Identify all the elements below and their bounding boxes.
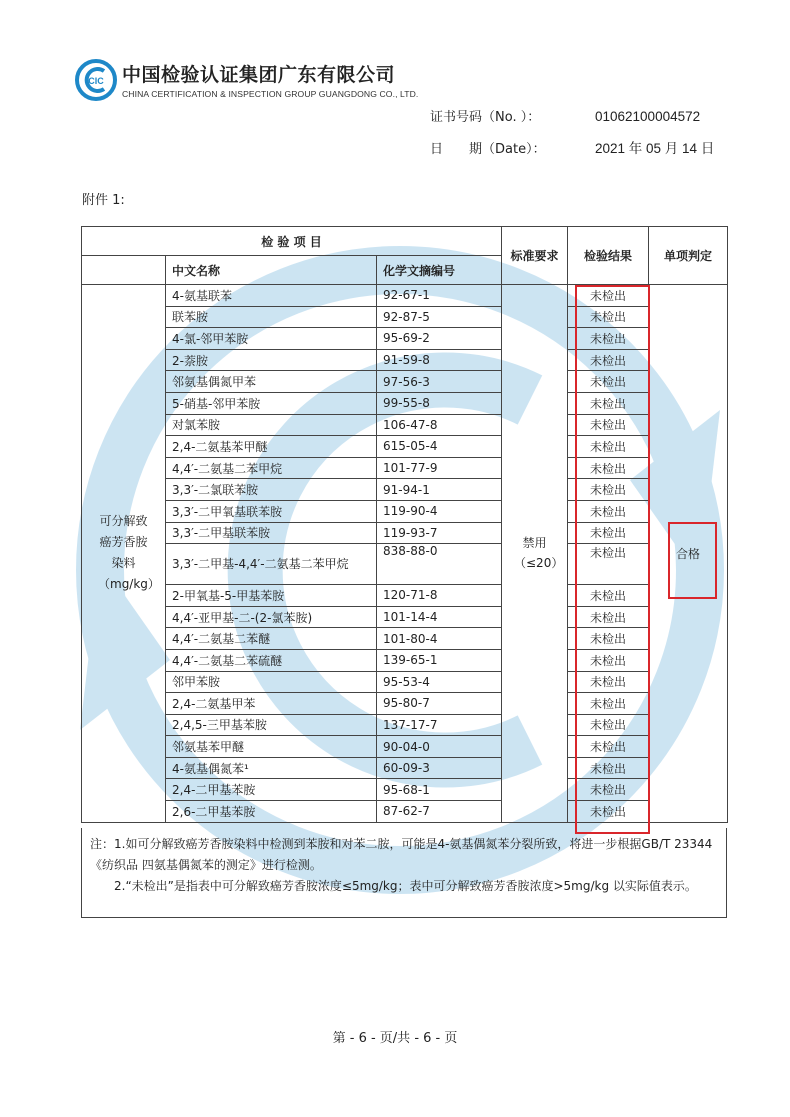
result-cell: 未检出 bbox=[568, 349, 649, 371]
cas-number: 615-05-4 bbox=[377, 436, 502, 458]
compound-name: 2-甲氧基-5-甲基苯胺 bbox=[166, 585, 377, 607]
compound-name: 邻氨基苯甲醚 bbox=[166, 736, 377, 758]
result-cell: 未检出 bbox=[568, 671, 649, 693]
result-cell: 未检出 bbox=[568, 285, 649, 307]
compound-name: 3,3′-二氯联苯胺 bbox=[166, 479, 377, 501]
cas-number: 87-62-7 bbox=[377, 801, 502, 823]
col-judgement-header: 单项判定 bbox=[649, 227, 728, 285]
result-highlight-box bbox=[575, 285, 650, 834]
compound-name: 邻氨基偶氮甲苯 bbox=[166, 371, 377, 393]
judgement-highlight-box bbox=[668, 522, 717, 599]
date-value: 2021 年 05 月 14 日 bbox=[595, 141, 715, 156]
compound-name: 2-萘胺 bbox=[166, 349, 377, 371]
judgement-cell: 合格 bbox=[649, 285, 728, 823]
cert-number-value: 01062100004572 bbox=[595, 109, 701, 124]
result-cell: 未检出 bbox=[568, 779, 649, 801]
cas-number: 101-77-9 bbox=[377, 457, 502, 479]
note-2: 2.“未检出”是指表中可分解致癌芳香胺浓度≤5mg/kg；表中可分解致癌芳香胺浓度>5mg/kg 以实际值表示。 bbox=[114, 879, 697, 893]
result-cell: 未检出 bbox=[568, 306, 649, 328]
result-cell: 未检出 bbox=[568, 585, 649, 607]
result-cell: 未检出 bbox=[568, 392, 649, 414]
result-cell: 未检出 bbox=[568, 757, 649, 779]
result-cell: 未检出 bbox=[568, 544, 649, 585]
cas-number: 90-04-0 bbox=[377, 736, 502, 758]
compound-name: 4-氨基偶氮苯¹ bbox=[166, 757, 377, 779]
cas-number: 120-71-8 bbox=[377, 585, 502, 607]
col-name-header: 中文名称 bbox=[166, 256, 377, 285]
cert-number-label: 证书号码（No. ）： bbox=[430, 110, 541, 125]
result-cell: 未检出 bbox=[568, 649, 649, 671]
cas-number: 92-87-5 bbox=[377, 306, 502, 328]
cas-number: 95-69-2 bbox=[377, 328, 502, 350]
compound-name: 3,3′-二甲基联苯胺 bbox=[166, 522, 377, 544]
note-1: 注：1.如可分解致癌芳香胺染料中检测到苯胺和对苯二胺，可能是4-氨基偶氮苯分裂所致，将进一步根据GB/T 23344《纺织品 四氨基偶氮苯的测定》进行检测。 bbox=[90, 837, 713, 872]
cas-number: 91-94-1 bbox=[377, 479, 502, 501]
cas-number: 99-55-8 bbox=[377, 392, 502, 414]
attachment-label: 附件 1: bbox=[82, 193, 125, 208]
compound-name: 2,4,5-三甲基苯胺 bbox=[166, 714, 377, 736]
compound-name: 4,4′-二氨基二苯醚 bbox=[166, 628, 377, 650]
result-cell: 未检出 bbox=[568, 606, 649, 628]
notes-box bbox=[81, 828, 727, 918]
result-cell: 未检出 bbox=[568, 371, 649, 393]
cas-number: 119-90-4 bbox=[377, 500, 502, 522]
col-result-header: 检验结果 bbox=[568, 227, 649, 285]
cas-number: 95-68-1 bbox=[377, 779, 502, 801]
cas-number: 139-65-1 bbox=[377, 649, 502, 671]
category-cell: 可分解致癌芳香胺染料（mg/kg） bbox=[82, 285, 166, 823]
company-name-en: CHINA CERTIFICATION & INSPECTION GROUP GUANGDONG CO., LTD. bbox=[122, 89, 419, 99]
compound-name: 2,4-二甲基苯胺 bbox=[166, 779, 377, 801]
compound-name: 联苯胺 bbox=[166, 306, 377, 328]
result-cell: 未检出 bbox=[568, 628, 649, 650]
cic-logo-icon bbox=[74, 58, 118, 102]
result-cell: 未检出 bbox=[568, 693, 649, 715]
compound-name: 对氯苯胺 bbox=[166, 414, 377, 436]
result-cell: 未检出 bbox=[568, 436, 649, 458]
cert-number-row bbox=[430, 106, 700, 125]
compound-name: 4,4′-亚甲基-二-(2-氯苯胺) bbox=[166, 606, 377, 628]
cas-number: 137-17-7 bbox=[377, 714, 502, 736]
compound-name: 4,4′-二氨基二苯甲烷 bbox=[166, 457, 377, 479]
company-name-cn: 中国检验认证集团广东有限公司 bbox=[122, 64, 396, 86]
date-row bbox=[430, 137, 714, 157]
col-standard-header: 标准要求 bbox=[502, 227, 568, 285]
cas-number: 101-80-4 bbox=[377, 628, 502, 650]
compound-name: 4-氯-邻甲苯胺 bbox=[166, 328, 377, 350]
compound-name: 2,4-二氨基甲苯 bbox=[166, 693, 377, 715]
compound-name: 2,4-二氨基苯甲醚 bbox=[166, 436, 377, 458]
compound-name: 邻甲苯胺 bbox=[166, 671, 377, 693]
compound-name: 3,3′-二甲氧基联苯胺 bbox=[166, 500, 377, 522]
cas-number: 97-56-3 bbox=[377, 371, 502, 393]
cas-number: 60-09-3 bbox=[377, 757, 502, 779]
result-cell: 未检出 bbox=[568, 328, 649, 350]
result-cell: 未检出 bbox=[568, 714, 649, 736]
header-row-1 bbox=[82, 227, 728, 256]
result-cell: 未检出 bbox=[568, 736, 649, 758]
result-cell: 未检出 bbox=[568, 801, 649, 823]
logo-text: CIC bbox=[88, 76, 104, 86]
compound-name: 5-硝基-邻甲苯胺 bbox=[166, 392, 377, 414]
cas-number: 91-59-8 bbox=[377, 349, 502, 371]
compound-name: 3,3′-二甲基-4,4′-二氨基二苯甲烷 bbox=[166, 544, 377, 585]
cas-number: 92-67-1 bbox=[377, 285, 502, 307]
company-block bbox=[122, 60, 418, 99]
col-group-header: 检 验 项 目 bbox=[82, 227, 502, 256]
cas-number: 119-93-7 bbox=[377, 522, 502, 544]
result-cell: 未检出 bbox=[568, 457, 649, 479]
cas-number: 95-53-4 bbox=[377, 671, 502, 693]
cas-number: 838-88-0 bbox=[377, 544, 502, 585]
result-cell: 未检出 bbox=[568, 479, 649, 501]
col-cas-header: 化学文摘编号 bbox=[377, 256, 502, 285]
page-footer: 第 - 6 - 页/共 - 6 - 页 bbox=[332, 1031, 458, 1046]
cas-number: 101-14-4 bbox=[377, 606, 502, 628]
result-cell: 未检出 bbox=[568, 522, 649, 544]
cas-number: 106-47-8 bbox=[377, 414, 502, 436]
result-cell: 未检出 bbox=[568, 500, 649, 522]
compound-name: 2,6-二甲基苯胺 bbox=[166, 801, 377, 823]
result-cell: 未检出 bbox=[568, 414, 649, 436]
standard-cell: 禁用（≤20） bbox=[502, 285, 568, 823]
compound-name: 4-氨基联苯 bbox=[166, 285, 377, 307]
date-label: 日 期（Date）： bbox=[430, 142, 546, 157]
cas-number: 95-80-7 bbox=[377, 693, 502, 715]
compound-name: 4,4′-二氨基二苯硫醚 bbox=[166, 649, 377, 671]
